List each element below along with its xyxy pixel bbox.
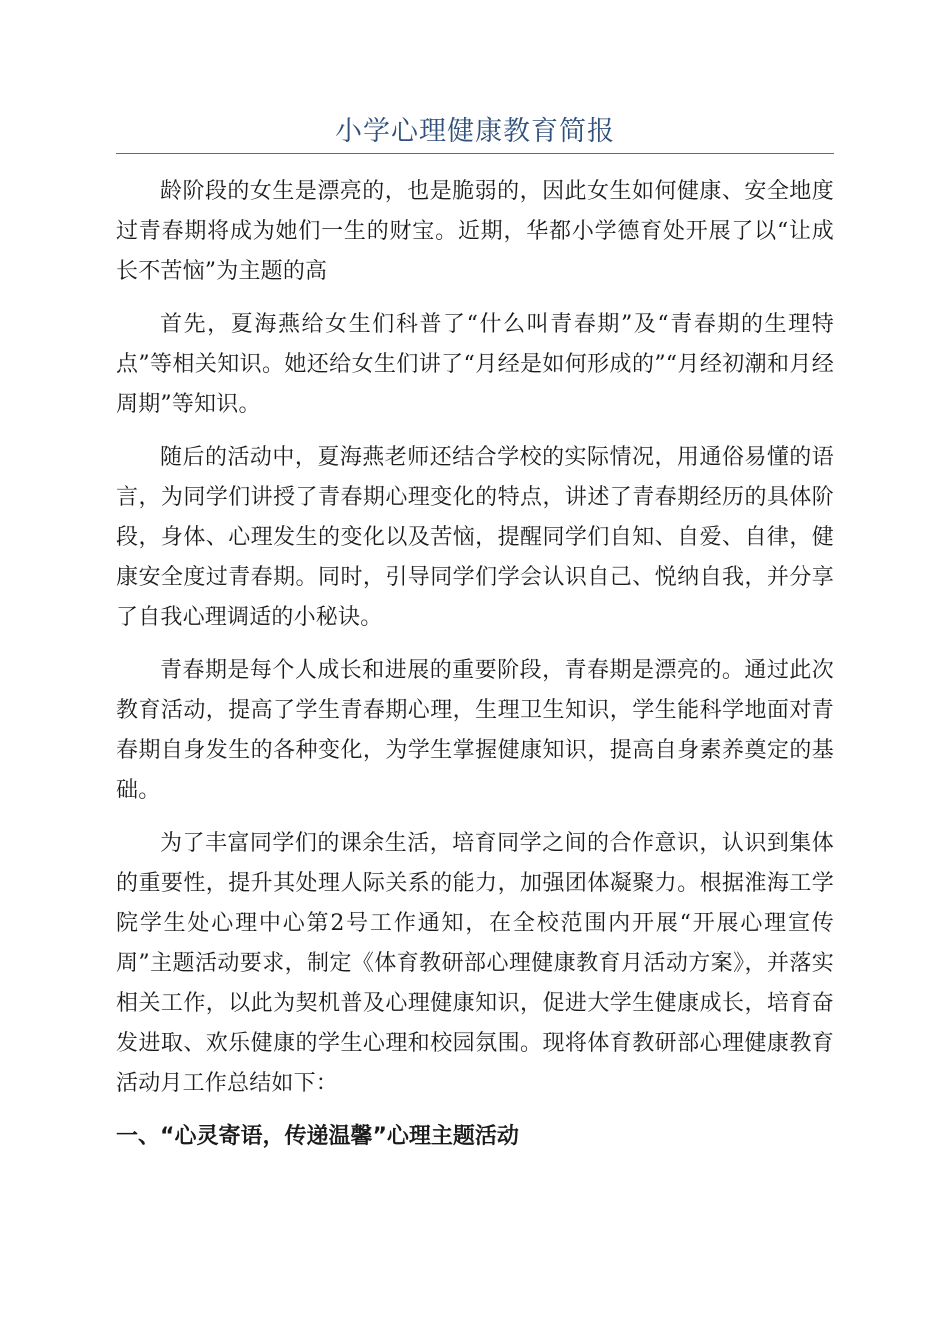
document-title: 小学心理健康教育简报	[335, 116, 615, 147]
paragraph-4: 青春期是每个人成长和进展的重要阶段，青春期是漂亮的。通过此次教育活动，提高了学生青春期心理，生理卫生知识，学生能科学地面对青春期自身发生的各种变化，为学生掌握健康知识，提高自身素养奠定的基础。	[116, 658, 834, 803]
paragraph-1: 龄阶段的女生是漂亮的，也是脆弱的，因此女生如何健康、安全地度过青春期将成为她们一生的财宝。近期，华都小学德育处开展了以“让成长不苦恼”为主题的高	[116, 179, 834, 284]
paragraph-2: 首先，夏海燕给女生们科普了“什么叫青春期”及“青春期的生理特点”等相关知识。她还给女生们讲了“月经是如何形成的”“月经初潮和月经周期”等知识。	[116, 312, 834, 417]
document-body	[116, 172, 834, 1157]
paragraph-5: 为了丰富同学们的课余生活，培育同学之间的合作意识，认识到集体的重要性，提升其处理人际关系的能力，加强团体凝聚力。根据淮海工学院学生处心理中心第2号工作通知，在全校范围内开展“开展心理宣传周”主题活动要求，制定《体育教研部心理健康教育月活动方案》，并落实相关工作，以此为契机普及心理健康知识，促进大学生健康成长，培育奋发进取、欢乐健康的学生心理和校园氛围。现将体育教研部心理健康教育活动月工作总结如下：	[116, 831, 834, 1096]
section-heading: 一、“心灵寄语，传递温馨”心理主题活动	[116, 1124, 519, 1149]
title-underline	[116, 153, 834, 154]
paragraph-3: 随后的活动中，夏海燕老师还结合学校的实际情况，用通俗易懂的语言，为同学们讲授了青春期心理变化的特点，讲述了青春期经历的具体阶段，身体、心理发生的变化以及苦恼，提醒同学们自知、自爱、自律，健康安全度过青春期。同时，引导同学们学会认识自己、悦纳自我，并分享了自我心理调适的小秘诀。	[116, 445, 834, 630]
